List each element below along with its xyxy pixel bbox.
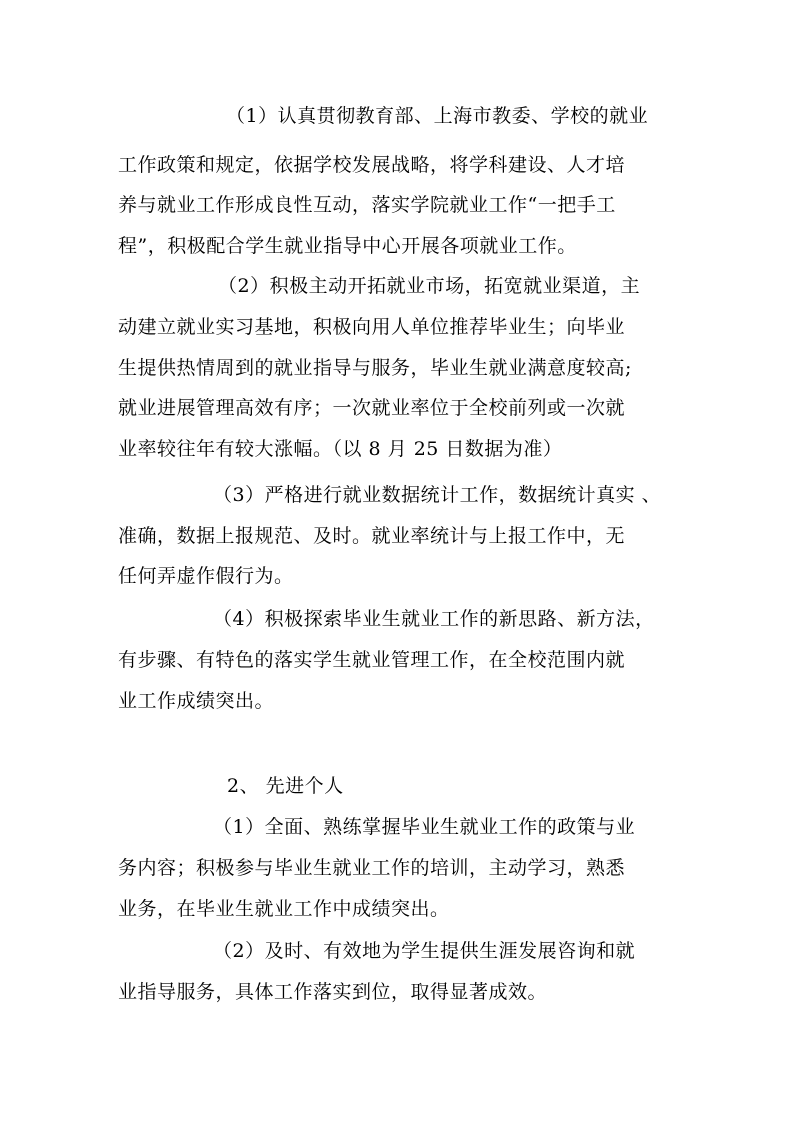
text-line: 业率较往年有较大涨幅。（以 8 月 25 日数据为准） <box>118 438 563 460</box>
text-line: 有步骤、有特色的落实学生就业管理工作，在全校范围内就 <box>118 649 626 671</box>
text-line: 业务，在毕业生就业工作中成绩突出。 <box>118 898 450 920</box>
text-line: 务内容；积极参与毕业生就业工作的培训，主动学习，熟悉 <box>118 857 626 879</box>
text-line: 业指导服务，具体工作落实到位，取得显著成效。 <box>118 981 548 1003</box>
text-line: 生提供热情周到的就业指导与服务，毕业生就业满意度较高; <box>118 357 632 379</box>
text-line: （1）认真贯彻教育部、上海市教委、学校的就业 <box>226 105 649 127</box>
text-line: （3）严格进行就业数据统计工作，数据统计真实 、 <box>213 484 662 506</box>
section2-heading: 2、 先进个人 <box>227 775 344 797</box>
text-line: 养与就业工作形成良性互动，落实学院就业工作“一把手工 <box>118 194 616 216</box>
text-line: （1）全面、熟练掌握毕业生就业工作的政策与业 <box>213 816 636 838</box>
text-line: 程”，积极配合学生就业指导中心开展各项就业工作。 <box>118 235 577 257</box>
text-line: 工作政策和规定，依据学校发展战略，将学科建设、人才培 <box>118 154 626 176</box>
text-line: 业工作成绩突出。 <box>118 690 275 712</box>
text-line: 就业进展管理高效有序；一次就业率位于全校前列或一次就 <box>118 397 626 419</box>
text-line: （2）及时、有效地为学生提供生涯发展咨询和就 <box>213 940 636 962</box>
text-line: （4）积极探索毕业生就业工作的新思路、新方法， <box>213 608 655 630</box>
text-line: 任何弄虚作假行为。 <box>118 565 294 587</box>
text-line: （2）积极主动开拓就业市场，拓宽就业渠道，主 <box>218 275 641 297</box>
text-line: 动建立就业实习基地，积极向用人单位推荐毕业生；向毕业 <box>118 316 626 338</box>
text-line: 准确，数据上报规范、及时。就业率统计与上报工作中，无 <box>118 525 626 547</box>
